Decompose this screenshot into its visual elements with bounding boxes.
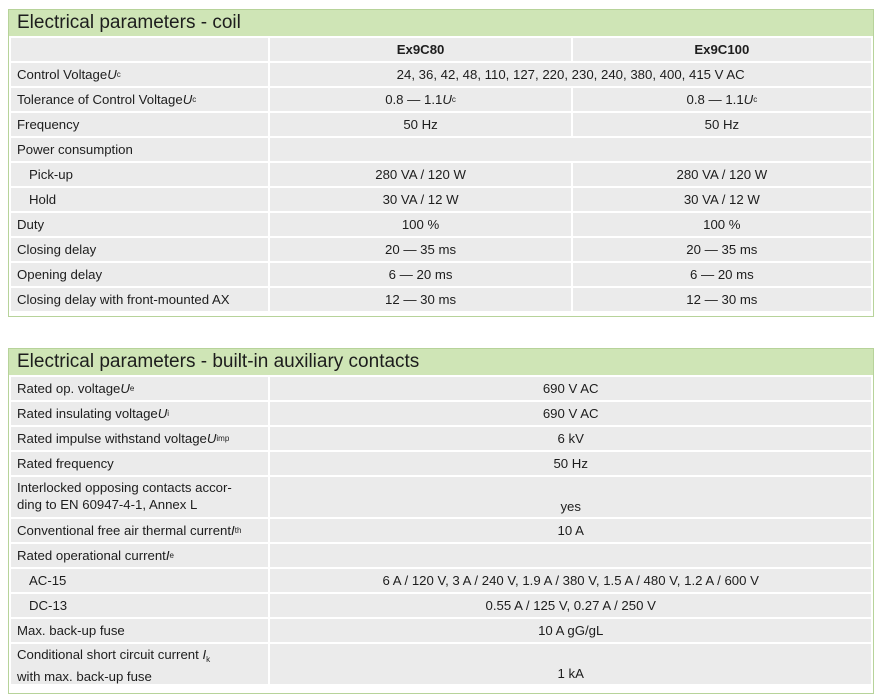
coil-header-empty xyxy=(11,38,268,61)
row-value-ex9c80: 6 — 20 ms xyxy=(268,263,570,286)
row-value-ex9c100: 6 — 20 ms xyxy=(571,263,871,286)
row-value-ex9c100: 50 Hz xyxy=(571,113,871,136)
table-row xyxy=(11,136,871,161)
row-value: 6 A / 120 V, 3 A / 240 V, 1.9 A / 380 V, 1.5 A / 480 V, 1.2 A / 600 V xyxy=(268,569,871,592)
aux-panel-title: Electrical parameters - built-in auxiliary contacts xyxy=(9,349,873,377)
aux-contacts-panel xyxy=(8,348,874,694)
table-row xyxy=(11,186,871,211)
table-row xyxy=(11,86,871,111)
row-label: Frequency xyxy=(11,113,268,136)
table-row xyxy=(11,425,871,450)
row-value: 0.55 A / 125 V, 0.27 A / 250 V xyxy=(268,594,871,617)
row-label: Rated impulse withstand voltage U imp xyxy=(11,427,268,450)
row-label: Rated op. voltage U e xyxy=(11,377,268,400)
table-row xyxy=(11,475,871,517)
aux-table xyxy=(9,377,873,686)
row-label: Closing delay xyxy=(11,238,268,261)
row-label: DC-13 xyxy=(11,594,268,617)
row-label: Hold xyxy=(11,188,268,211)
row-value-ex9c80: 0.8 — 1.1 U c xyxy=(268,88,570,111)
row-label: Pick-up xyxy=(11,163,268,186)
row-value-ex9c100: 30 VA / 12 W xyxy=(571,188,871,211)
row-label: Max. back-up fuse xyxy=(11,619,268,642)
row-label: AC-15 xyxy=(11,569,268,592)
coil-table xyxy=(9,38,873,313)
coil-col-ex9c80: Ex9C80 xyxy=(268,38,570,61)
row-label: Duty xyxy=(11,213,268,236)
table-row xyxy=(11,617,871,642)
table-row xyxy=(11,286,871,311)
table-row xyxy=(11,450,871,475)
coil-header-row xyxy=(11,38,871,61)
table-row xyxy=(11,542,871,567)
row-value-ex9c80: 12 — 30 ms xyxy=(268,288,570,311)
row-value: 6 kV xyxy=(268,427,871,450)
row-value-empty xyxy=(268,544,871,567)
row-label: Interlocked opposing contacts accor- ding to EN 60947-4-1, Annex L xyxy=(11,477,268,517)
control-voltage-value: 24, 36, 42, 48, 110, 127, 220, 230, 240, 380, 400, 415 V AC xyxy=(268,63,871,86)
row-label: Opening delay xyxy=(11,263,268,286)
table-row xyxy=(11,236,871,261)
row-value-ex9c80: 100 % xyxy=(268,213,570,236)
row-label: Rated frequency xyxy=(11,452,268,475)
row-value: 1 kA xyxy=(268,644,871,684)
row-value: 10 A xyxy=(268,519,871,542)
table-row xyxy=(11,377,871,400)
row-label: Control Voltage U c xyxy=(11,63,268,86)
row-label: Power consumption xyxy=(11,138,268,161)
row-label: Closing delay with front-mounted AX xyxy=(11,288,268,311)
row-label: Conditional short circuit current $I_k$ with max. back-up fuse xyxy=(11,644,268,684)
table-row xyxy=(11,400,871,425)
row-value-ex9c100: 20 — 35 ms xyxy=(571,238,871,261)
row-value-ex9c100: 12 — 30 ms xyxy=(571,288,871,311)
row-value: 50 Hz xyxy=(268,452,871,475)
row-value: yes xyxy=(268,477,871,517)
row-value: 10 A gG/gL xyxy=(268,619,871,642)
coil-panel-title: Electrical parameters - coil xyxy=(9,10,873,38)
row-value-ex9c80: 30 VA / 12 W xyxy=(268,188,570,211)
row-value-ex9c80: 20 — 35 ms xyxy=(268,238,570,261)
table-row xyxy=(11,61,871,86)
row-label: Rated insulating voltage U i xyxy=(11,402,268,425)
row-value: 690 V AC xyxy=(268,377,871,400)
table-row xyxy=(11,567,871,592)
row-value-ex9c100: 0.8 — 1.1 U c xyxy=(571,88,871,111)
row-value-ex9c100: 100 % xyxy=(571,213,871,236)
row-label: Conventional free air thermal current I th xyxy=(11,519,268,542)
row-value-ex9c100: 280 VA / 120 W xyxy=(571,163,871,186)
table-row xyxy=(11,111,871,136)
row-label: Tolerance of Control Voltage U c xyxy=(11,88,268,111)
row-label: Rated operational current I e xyxy=(11,544,268,567)
table-row xyxy=(11,517,871,542)
coil-parameters-panel xyxy=(8,9,874,317)
row-value-empty xyxy=(268,138,871,161)
row-value: 690 V AC xyxy=(268,402,871,425)
row-value-ex9c80: 280 VA / 120 W xyxy=(268,163,570,186)
table-row xyxy=(11,261,871,286)
table-row xyxy=(11,642,871,684)
table-row xyxy=(11,161,871,186)
table-row xyxy=(11,211,871,236)
row-value-ex9c80: 50 Hz xyxy=(268,113,570,136)
coil-col-ex9c100: Ex9C100 xyxy=(571,38,871,61)
table-row xyxy=(11,592,871,617)
